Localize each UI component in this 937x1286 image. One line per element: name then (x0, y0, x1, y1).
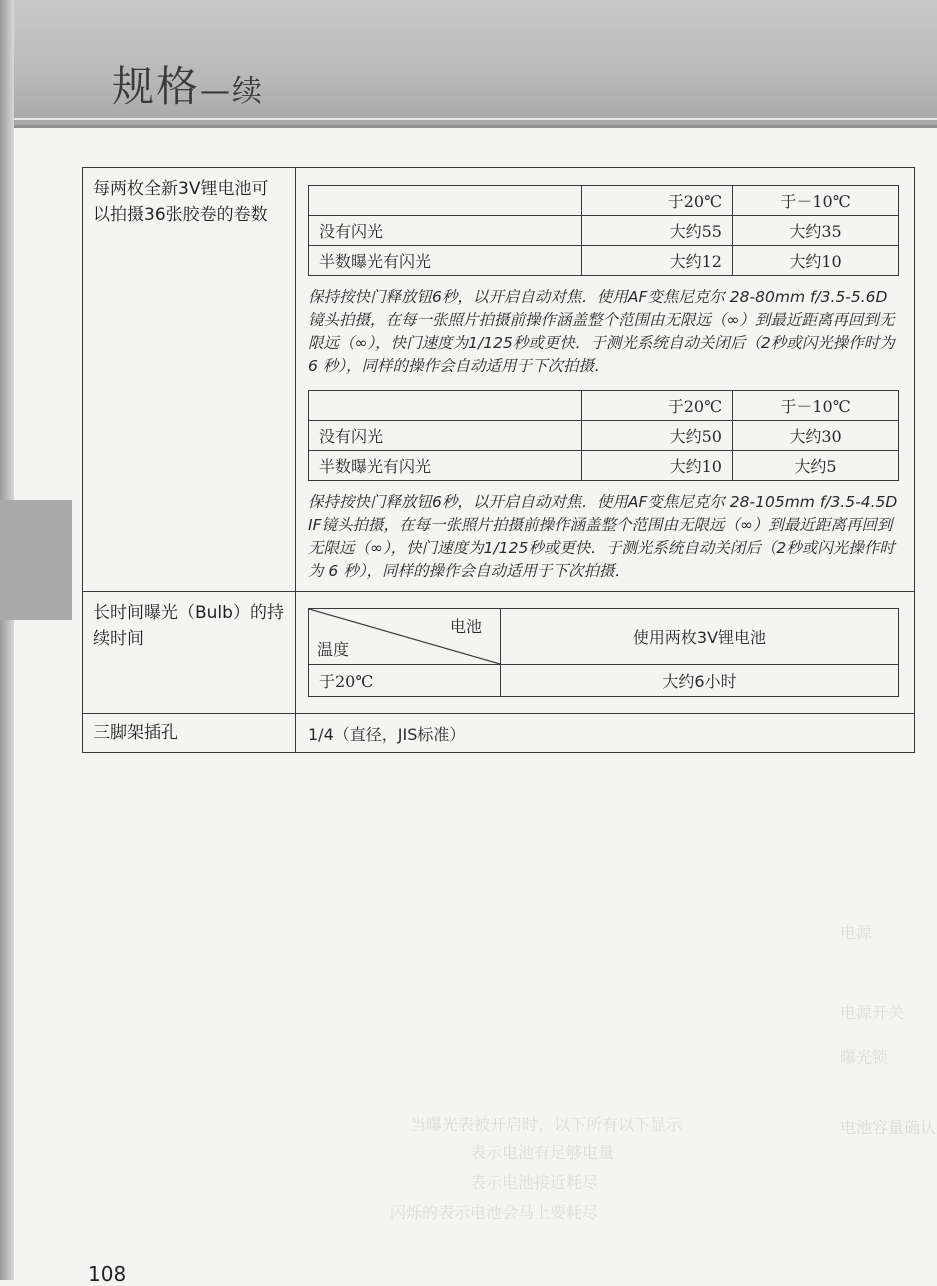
table-cell (309, 391, 582, 421)
spec-label-film-rolls: 每两枚全新3V锂电池可以拍摄36张胶卷的卷数 (83, 168, 296, 592)
table-cell: 大约10 (582, 451, 733, 481)
spec-label-tripod: 三脚架插孔 (83, 714, 296, 753)
spec-table (82, 167, 915, 753)
spec-row-bulb (83, 592, 915, 714)
table-header-minus10c: 于－10℃ (733, 391, 899, 421)
page-number: 108 (88, 1262, 127, 1286)
ghost-text: 电源 (840, 923, 873, 942)
film-table-28-80 (308, 185, 899, 276)
table-cell: 大约35 (733, 216, 899, 246)
table-cell: 大约55 (582, 216, 733, 246)
table-header-minus10c: 于－10℃ (733, 186, 899, 216)
table-header-20c: 于20℃ (582, 186, 733, 216)
ghost-text: 闪烁的表示电池会马上要耗尽 (390, 1203, 599, 1222)
table-cell: 大约5 (733, 451, 899, 481)
ghost-text: 表示电池接近耗尽 (470, 1173, 599, 1192)
table-row (309, 421, 899, 451)
spec-row-tripod (83, 714, 915, 753)
table-cell: 没有闪光 (309, 216, 582, 246)
table-cell: 半数曝光有闪光 (309, 451, 582, 481)
table-cell: 没有闪光 (309, 421, 582, 451)
table-row (309, 186, 899, 216)
ghost-text: 表示电池有足够电量 (470, 1143, 615, 1162)
ghost-text: 电池容量确认 (840, 1118, 937, 1137)
table-header-20c: 于20℃ (582, 391, 733, 421)
spec-value-tripod: 1/4（直径，JIS标准） (296, 714, 915, 753)
ghost-text: 曝光锁 (840, 1048, 889, 1067)
table-row (309, 216, 899, 246)
spec-content-film-rolls (296, 168, 915, 592)
corner-label-temperature: 温度 (317, 640, 350, 659)
table-cell: 大约10 (733, 246, 899, 276)
page-binding-edge (0, 0, 14, 1280)
bulb-table (308, 608, 899, 697)
table-cell: 大约50 (582, 421, 733, 451)
header-divider (0, 118, 937, 120)
spec-row-film-rolls (83, 168, 915, 592)
chapter-tab (0, 500, 72, 620)
spec-label-bulb: 长时间曝光（Bulb）的持续时间 (83, 592, 296, 714)
ghost-text: 电源开关 (840, 1003, 905, 1022)
spec-content-bulb (296, 592, 915, 714)
corner-label-battery: 电池 (449, 617, 482, 636)
page-title-main: 规格 (112, 62, 201, 111)
diagonal-header-cell (309, 609, 501, 665)
table-row (309, 609, 899, 665)
table-row (309, 246, 899, 276)
table-row (309, 391, 899, 421)
table-row (309, 665, 899, 697)
table-cell (309, 186, 582, 216)
table-header-battery: 使用两枚3V锂电池 (501, 609, 899, 665)
page-title (112, 54, 264, 114)
table-row (309, 451, 899, 481)
ghost-text: 当曝光表被开启时，以下所有以下显示 (410, 1115, 683, 1134)
table-cell: 于20℃ (309, 665, 501, 697)
test-condition-note: 保持按快门释放钮6秒，以开启自动对焦．使用AF变焦尼克尔 28-80mm f/3.5-5.6D镜头拍摄，在每一张照片拍摄前操作涵盖整个范围由无限远（∞）到最近距离再回到无限远（∞），快门速度为1/125秒或更快．于测光系统自动关闭后（2秒或闪光操作时为 6 秒），同样的操作会自动适用于下次拍摄． (308, 288, 895, 375)
table-cell: 大约12 (582, 246, 733, 276)
table-cell: 半数曝光有闪光 (309, 246, 582, 276)
film-table-28-105 (308, 390, 899, 481)
table-cell: 大约6小时 (501, 665, 899, 697)
page-title-suffix: —续 (200, 74, 265, 109)
table-cell: 大约30 (733, 421, 899, 451)
test-condition-note: 保持按快门释放钮6秒，以开启自动对焦．使用AF变焦尼克尔 28-105mm f/3.5-4.5D IF镜头拍摄，在每一张照片拍摄前操作涵盖整个范围由无限远（∞）到最近距离再回到无限远（∞），快门速度为1/125秒或更快．于测光系统自动关闭后（2秒或闪光操作时为 6 秒），同样的操作会自动适用于下次拍摄． (308, 493, 898, 580)
